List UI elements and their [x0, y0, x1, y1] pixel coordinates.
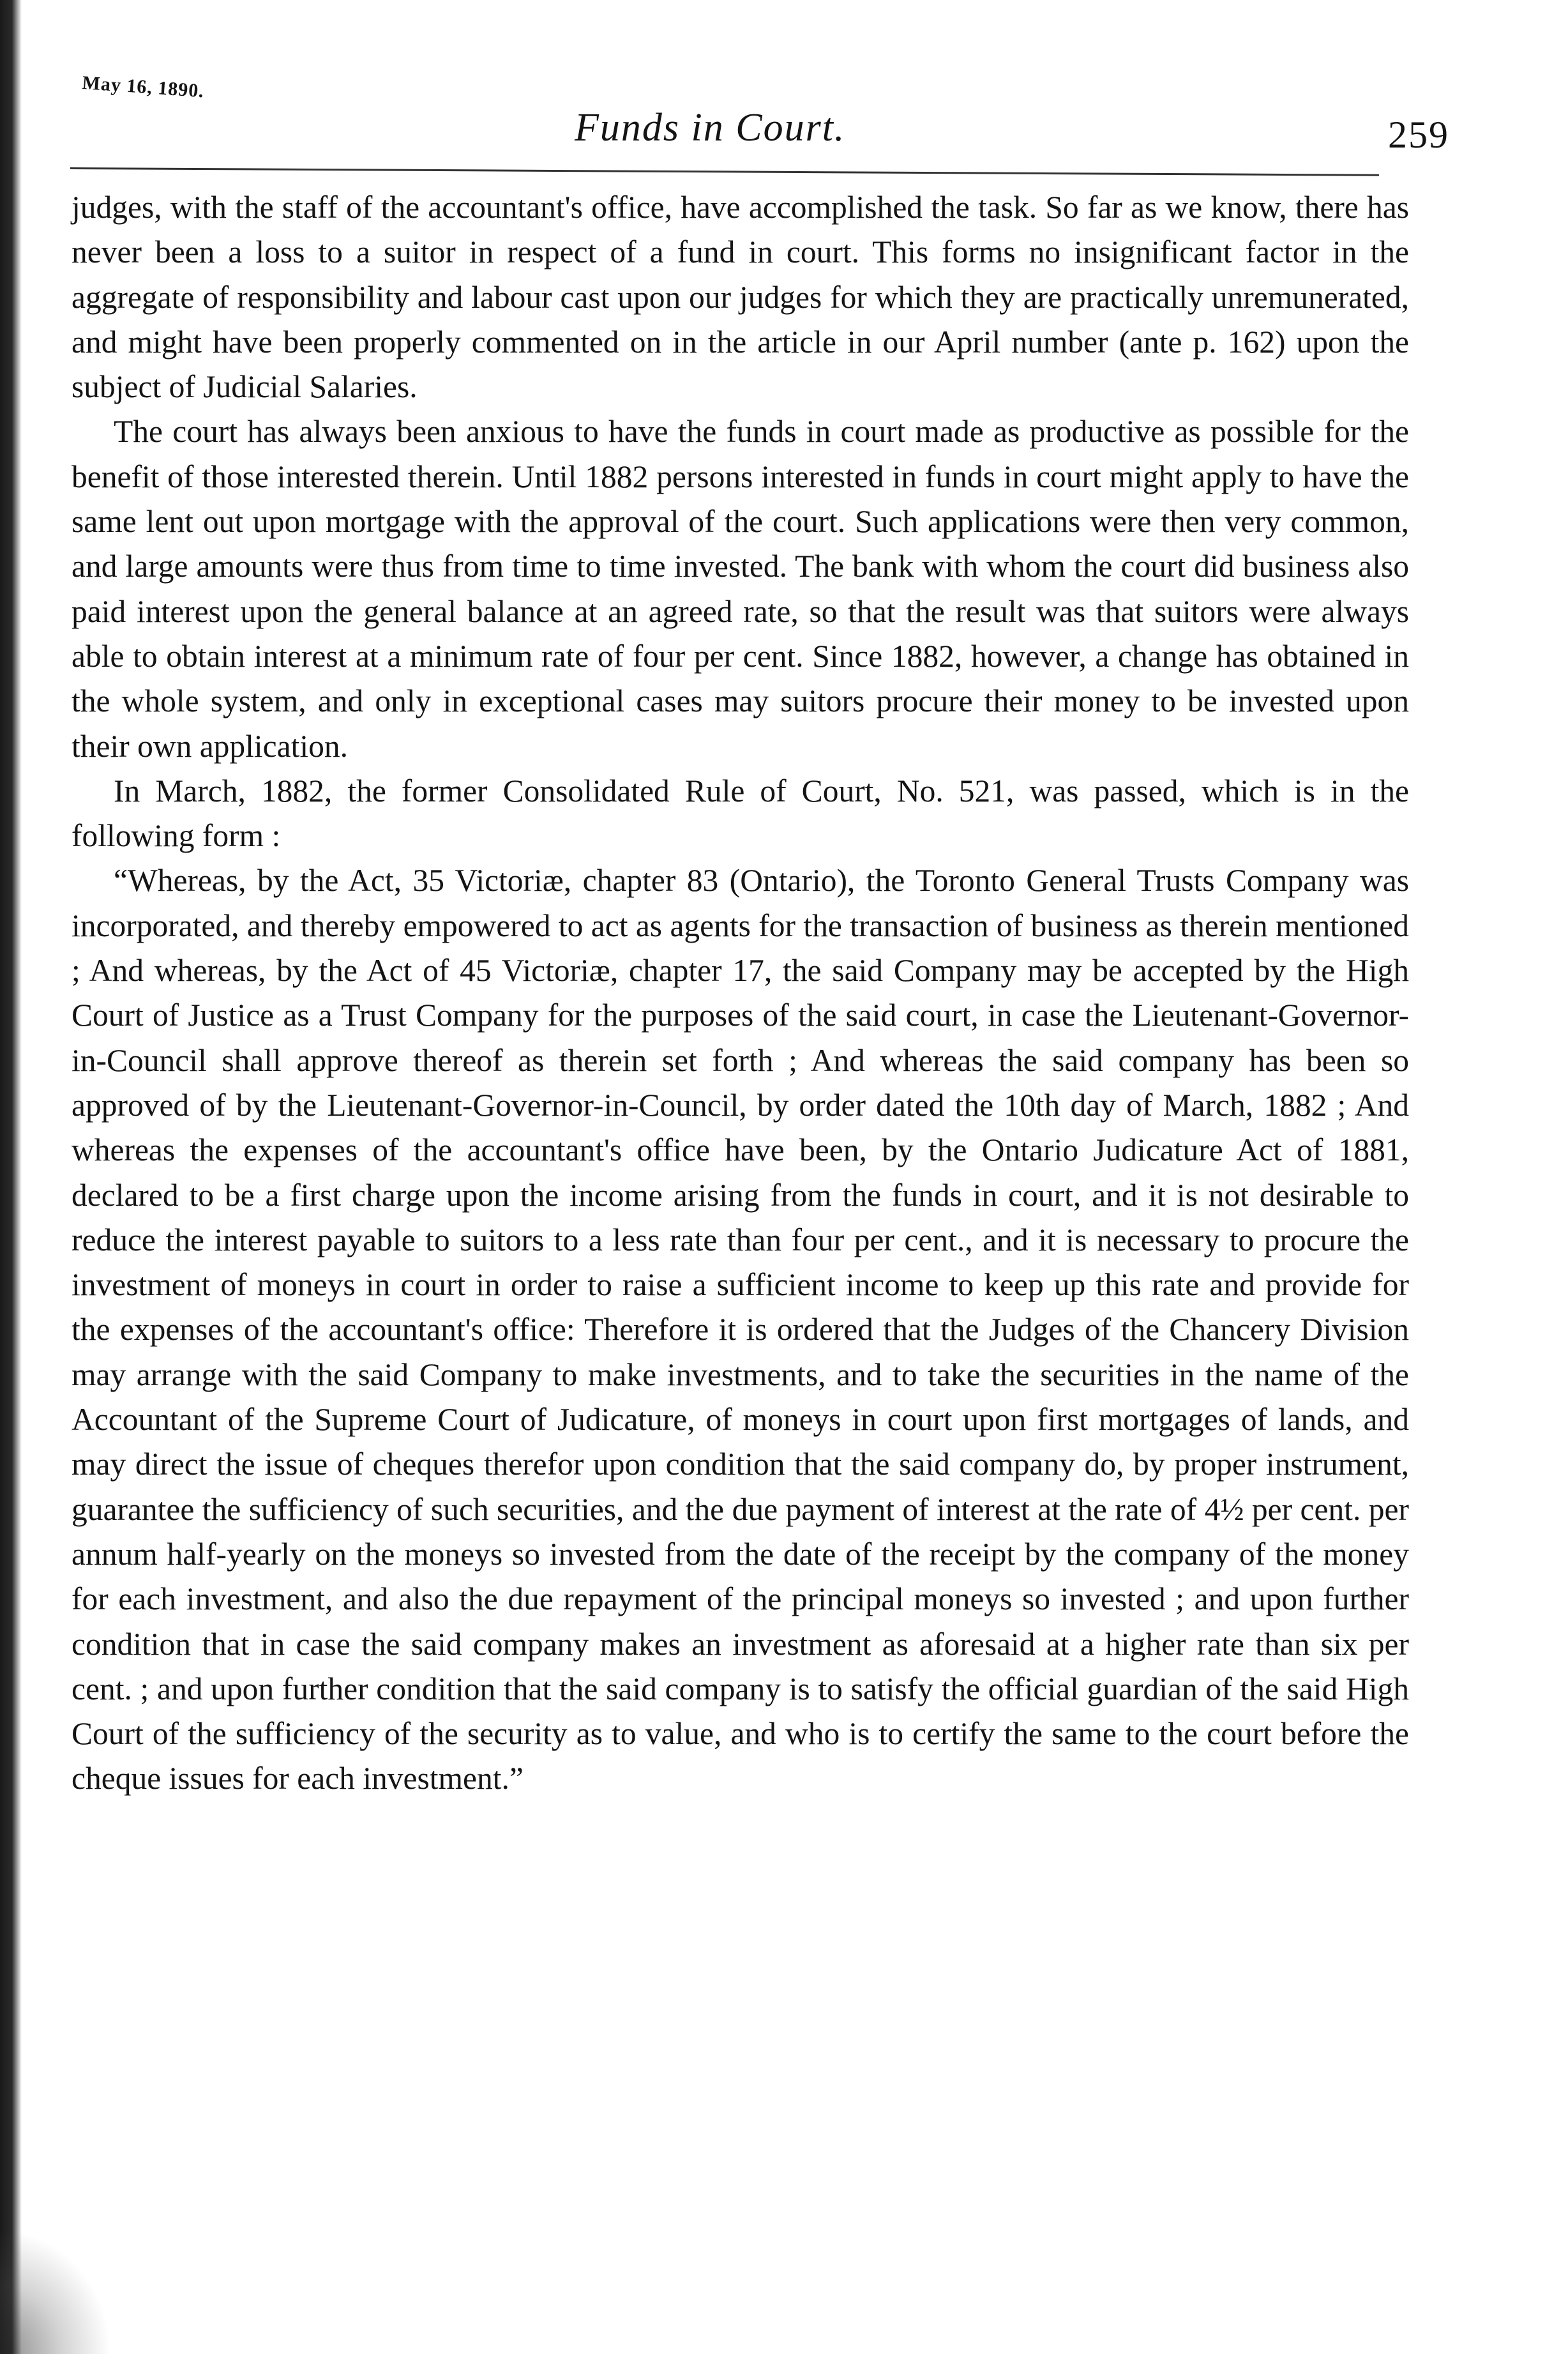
page-number: 259 — [1388, 114, 1449, 156]
page-edge-shadow — [0, 0, 22, 2354]
quoted-rule-paragraph: “Whereas, by the Act, 35 Victoriæ, chapter 83 (Ontario), the Toronto General Trusts Company was incorporated, and thereby empowered to act as agents for the transaction of business as therein mentioned ; And whereas, by the Act of 45 Victoriæ, chapter 17, the said Company may be accepted by the High Court of Justice as a Trust Company for the purposes of the said court, in case the Lieutenant-Governor-in-Council shall approve thereof as therein set forth ; And whereas the said company has been so approved of by the Lieutenant-Governor-in-Council, by order dated the 10th day of March, 1882 ; And whereas the expenses of the accountant's office have been, by the Ontario Judicature Act of 1881, declared to be a first charge upon the income arising from the funds in court, and it is not desirable to reduce the interest payable to suitors to a less rate than four per cent., and it is necessary to procure the investment of moneys in court in order to raise a sufficient income to keep up this rate and provide for the expenses of the accountant's office: Therefore it is ordered that the Judges of the Chancery Division may arrange with the said Company to make investments, and to take the securities in the name of the Accountant of the Supreme Court of Judicature, of moneys in court upon first mortgages of lands, and may direct the issue of cheques therefor upon condition that the said company do, by proper instrument, guarantee the sufficiency of such securities, and the due payment of interest at the rate of 4½ per cent. per annum half-yearly on the moneys so invested from the date of the receipt by the company of the money for each investment, and also the due repayment of the principal moneys so invested ; and upon further condition that in case the said company makes an investment as aforesaid at a higher rate than six per cent. ; and upon further condition that the said company is to satisfy the official guardian of the said High Court of the sufficiency of the security as to value, and who is to certify the same to the court before the cheque issues for each investment.” — [72, 863, 1409, 1796]
paragraph: In March, 1882, the former Consolidated Rule of Court, No. 521, was passed, which is in the following form : — [72, 773, 1409, 854]
paragraph: judges, with the staff of the accountant's office, have accomplished the task. So far as we know, there has never been a loss to a suitor in respect of a fund in court. This forms no insignificant factor in the aggregate of responsibility and labour cast upon our judges for which they are practically unremunerated, and might have been properly commented on in the article in our April number (ante p. 162) upon the subject of Judicial Salaries. — [72, 190, 1409, 405]
page-header — [64, 61, 1449, 156]
issue-date: May 16, 1890. — [81, 72, 205, 102]
header-rule — [70, 167, 1379, 176]
scan-smudge — [0, 2233, 109, 2354]
running-title: Funds in Court. — [575, 106, 846, 149]
paragraph: The court has always been anxious to have the funds in court made as productive as possible for the benefit of those interested therein. Until 1882 persons interested in funds in court might apply to have the same lent out upon mortgage with the approval of the court. Such applications were then very common, and large amounts were thus from time to time invested. The bank with whom the court did business also paid interest upon the general balance at an agreed rate, so that the result was that suitors were always able to obtain interest at a minimum rate of four per cent. Since 1882, however, a change has obtained in the whole system, and only in exceptional cases may suitors procure their money to be invested upon their own application. — [72, 414, 1409, 764]
article-body — [72, 185, 1409, 1802]
